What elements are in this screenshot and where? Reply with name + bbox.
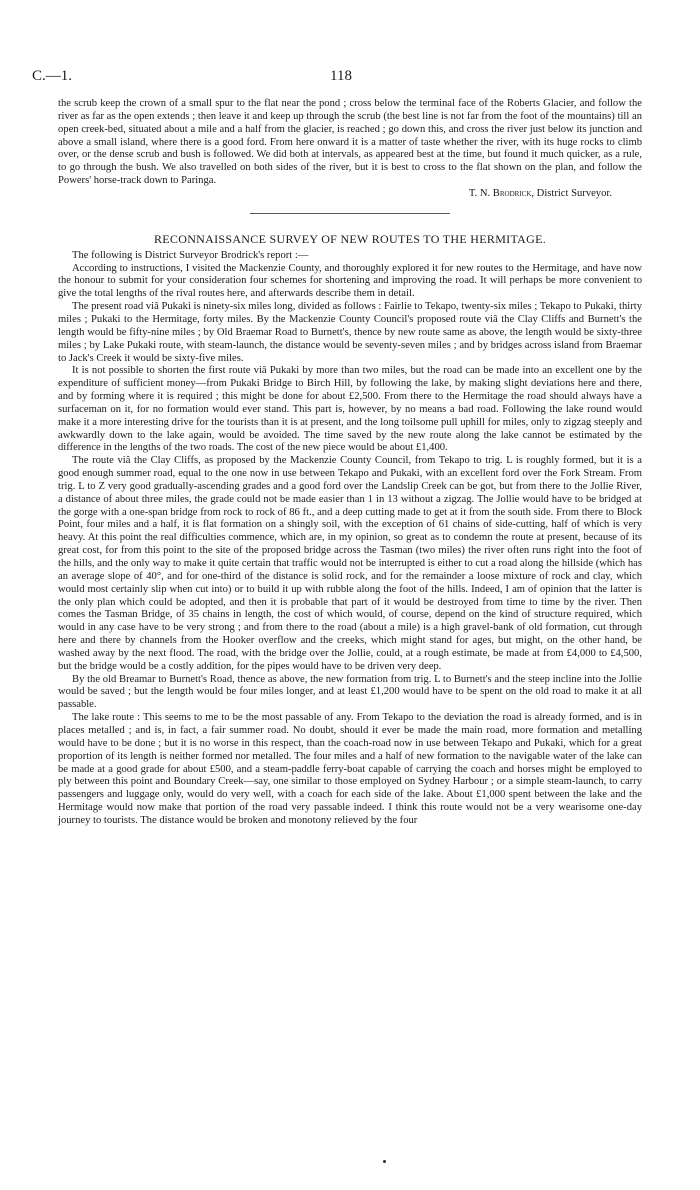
paragraph-instructions: According to instructions, I visited the Mackenzie County, and thoroughly explored it for new routes to the Hermitage, and have now the honour to submit for your consideration four schemes for shortening and improving the road. It will perhaps be more convenient to give the total lengths of the rival routes here, and afterwards describe them in detail. [58, 262, 642, 300]
paragraph-continuation: the scrub keep the crown of a small spur to the flat near the pond ; cross below the terminal face of the Roberts Glacier, and follow the river as far as the open extends ; then leave it and keep up through the scrub (the best line is not far from the foot of the mountains) till an open creek-bed, situated about a mile and a half from the glacier, is reached ; go down this, and cross the river just below its junction and above a small island, where there is a good ford. From here onward it is a matter of taste whether the river, with its huge rocks to climb over, or the dense scrub and bush is followed. We did both at intervals, as appeared best at the time, but found it much quicker, as a rule, to go through the bush. We also travelled on both sides of the river, but it is best to cross to the flat shown on the plan, and follow the Powers' horse-track down to Paringa. [58, 98, 642, 187]
page-mark [383, 1160, 386, 1163]
paragraph-pukaki-route: It is not possible to shorten the first route viâ Pukaki by more than two miles, but the road can be made into an excellent one by the expenditure of sufficient money—from Pukaki Bridge to Birch Hill, by following the lake, by making slight deviations here and there, and by forming where it is required ; this might be done for about £2,500. From there to the Hermitage the road should always have a surfaceman on it, for no formation would ever stand. This part is, however, by no means a bad road. Following the lake round would make it a more interesting drive for the tourists than it is at present, and the long toilsome pull uphill for miles, only to zigzag steeply and awkwardly down to the lake again, would be avoided. The time saved by the new route along the lake cannot be estimated by the difference in the lengths of the two roads. The cost of the new piece would be about £1,400. [58, 365, 642, 454]
section-divider [250, 213, 450, 214]
signature-name: T. N. Brodrick [468, 187, 532, 199]
signature-line [58, 188, 612, 201]
paragraph-clay-cliffs-route: The route viâ the Clay Cliffs, as proposed by the Mackenzie County Council, from Tekapo to trig. L is roughly formed, but it is a good enough summer road, equal to the one now in use between Tekapo and Pukaki, with an excellent ford over the Fork Stream. From trig. L to Z very good gradually-ascending grades and a good ford over the Landslip Creek can be got, but from there to the Jollie River, a distance of about three miles, the grade could not be made easier than 1 in 13 without a zigzag. The Jollie would have to be bridged at the gorge with a one-span bridge from rock to rock of 86 ft., and a deep cutting made to get at it from the south side. From there to Block Point, four miles and a half, it is flat formation on a shingly soil, with the exception of 61 chains of side-cutting, half of which is very heavy. At this point the real difficulties commence, which are, in my opinion, so great as to condemn the route at present, because of its great cost, for from this point to the site of the proposed bridge across the Tasman (two miles) the river often runs right into the foot of the hills, and the only way to make it quite certain that traffic would not be interrupted is either to cut a road along the hillside (which has an average slope of 40°, and for one-third of the distance is solid rock, and for the remainder a loose mixture of rock and clay, which would most certainly slip when cut into) or to build it up with rubble along the foot of the hills. Indeed, I am of opinion that the latter is the only plan which could be adopted, and then it is probable that part of it would be destroyed from time to time by the river. Then comes the Tasman Bridge, of 35 chains in length, the cost of which would, of course, depend on the kind of structure required, which would in any case have to be very strong ; and from there to the road (about a mile) is a high gravel-bank of old formation, cut through here and there by channels from the Hooker overflow and the creeks, which might stand for ages, but might, on the other hand, be washed away by the next flood. The road, with the bridge over the Jollie, could, at a rough estimate, be made at from £4,000 to £4,500, but the bridge would be a costly addition, for the pipes would have to be driven very deep. [58, 455, 642, 672]
body-text [58, 98, 642, 828]
signature-title: , District Surveyor. [531, 187, 612, 199]
document-reference: C.—1. [32, 68, 73, 84]
paragraph-lake-route: The lake route : This seems to me to be the most passable of any. From Tekapo to the deviation the road is already formed, and is in places metalled ; and is, in fact, a fair summer road. No doubt, should it ever be made the main road, more formation and metalling would have to be done ; but it is no worse in this respect, than the coach-road now in use between Tekapo and Pukaki, which for a great proportion of its length is neither formed nor metalled. The four miles and a half of new formation to the navigable water of the lake can be made at a good grade for about £500, and a steam-paddle ferry-boat capable of carrying the coach and horses might be employed to ply between this point and Boundary Creek—say, one similar to those employed on Sydney Harbour ; or a simple steam-launch, to carry passengers and luggage only, would do very well, with a coach for each side of the lake. About £1,000 spent between the lake and the Hermitage would now make that portion of the road very passable indeed. I think this route would not be a very wearisome one-day journey to tourists. The distance would be broken and monotony relieved by the four [58, 712, 642, 826]
page-header [32, 68, 642, 98]
page-number: 118 [330, 68, 352, 84]
paragraph-present-road: The present road viâ Pukaki is ninety-six miles long, divided as follows : Fairlie to Tekapo, twenty-six miles ; Tekapo to Pukaki, thirty miles ; Pukaki to the Hermitage, forty miles. By the Mackenzie County Council's proposed route viâ the Clay Cliffs and Burnett's the length would be fifty-nine miles ; by Old Braemar Road to Burnett's, thence by new route same as above, the length would be sixty-three miles ; by Lake Pukaki route, with steam-launch, the distance would be seventy-seven miles ; and by bridges across island from Braemar to Jack's Creek it would be sixty-five miles. [58, 301, 642, 364]
paragraph-breamar-road: By the old Breamar to Burnett's Road, thence as above, the new formation from trig. L to Burnett's and the steep incline into the Jollie would be saved ; but the length would be four miles longer, and at least £1,200 would have to be spent on the old road to make it at all passable. [58, 673, 642, 711]
paragraph-intro: The following is District Surveyor Brodrick's report :— [72, 249, 309, 261]
section-title: RECONNAISSANCE SURVEY OF NEW ROUTES TO THE HERMITAGE. [154, 231, 546, 246]
document-page [32, 68, 642, 828]
